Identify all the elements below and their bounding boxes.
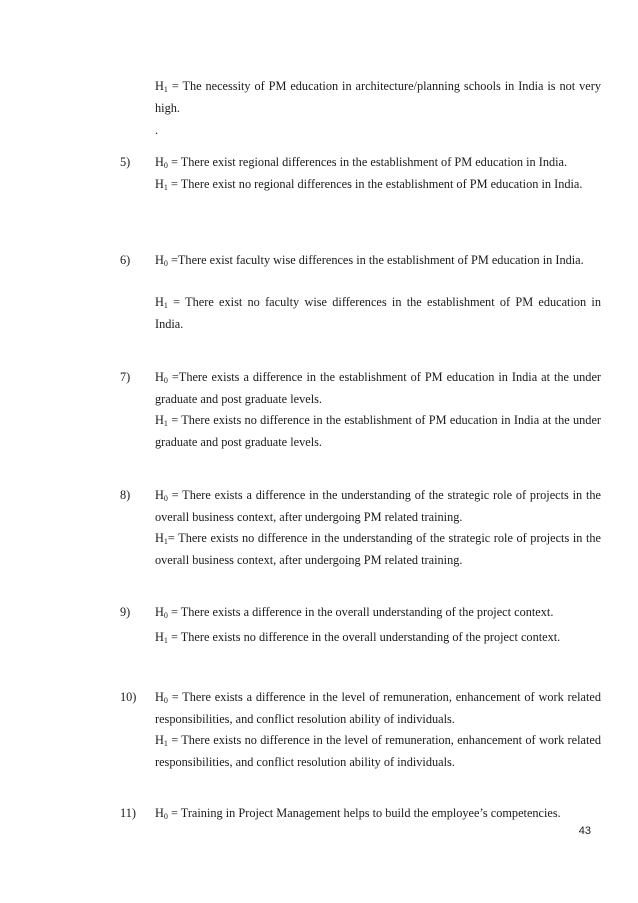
- paragraph-h0-8: $H_0$ = There exists a difference in the understanding of the strategic role of projects in the overall business context, after undergoing PM related training.: [155, 488, 602, 524]
- paragraph-h1-5: $H_1$ = There exist no regional differences in the establishment of PM education in India.: [155, 177, 583, 192]
- item-number-6: 6): [120, 253, 131, 267]
- paragraph-h1-7: $H_1$ = There exists no difference in the establishment of PM education in India at the under graduate and post graduate levels.: [155, 413, 602, 449]
- item-number-7: 7): [120, 370, 131, 384]
- paragraph-h0-5: $H_0$ = There exist regional differences in the establishment of PM education in India.: [155, 155, 568, 170]
- item-number-11: 11): [120, 806, 136, 820]
- paragraph-h0-10: $H_0$ = There exists a difference in the level of remuneration, enhancement of work related responsibilities, and conflict resolution ability of individuals.: [155, 690, 601, 726]
- page-number: 43: [578, 825, 591, 837]
- item-number-8: 8): [120, 488, 131, 502]
- paragraph-h1-10: $H_1$ = There exists no difference in the level of remuneration, enhancement of work related responsibilities, and conflict resolution ability of individuals.: [155, 733, 602, 769]
- paragraph-h0-7: $H_0$ =There exists a difference in the establishment of PM education in India at the under graduate and post graduate levels.: [155, 370, 601, 406]
- paragraph-h0-9: $H_0$ = There exists a difference in the overall understanding of the project context.: [155, 605, 554, 620]
- paragraph-dot: .: [155, 123, 159, 137]
- paragraph-h0-11: $H_0$ = Training in Project Management helps to build the employee’s competencies.: [155, 806, 561, 821]
- paragraph-h1-intro: $H_1$ = The necessity of PM education in architecture/planning schools in India is not very high.: [155, 79, 601, 115]
- item-number-9: 9): [120, 605, 131, 619]
- paragraph-h1-8: $H_1=$ There exists no difference in the understanding of the strategic role of projects in the overall business context, after undergoing PM related training.: [155, 531, 601, 567]
- item-number-5: 5): [120, 155, 131, 169]
- paragraph-h1-6: $H_1$ = There exist no faculty wise differences in the establishment of PM education in India.: [155, 295, 601, 331]
- item-number-10: 10): [120, 690, 137, 704]
- paragraph-h1-9: $H_1$ = There exists no difference in the overall understanding of the project context.: [155, 630, 561, 645]
- paragraph-h0-6: $H_0$ =There exist faculty wise differences in the establishment of PM education in India.: [155, 253, 584, 268]
